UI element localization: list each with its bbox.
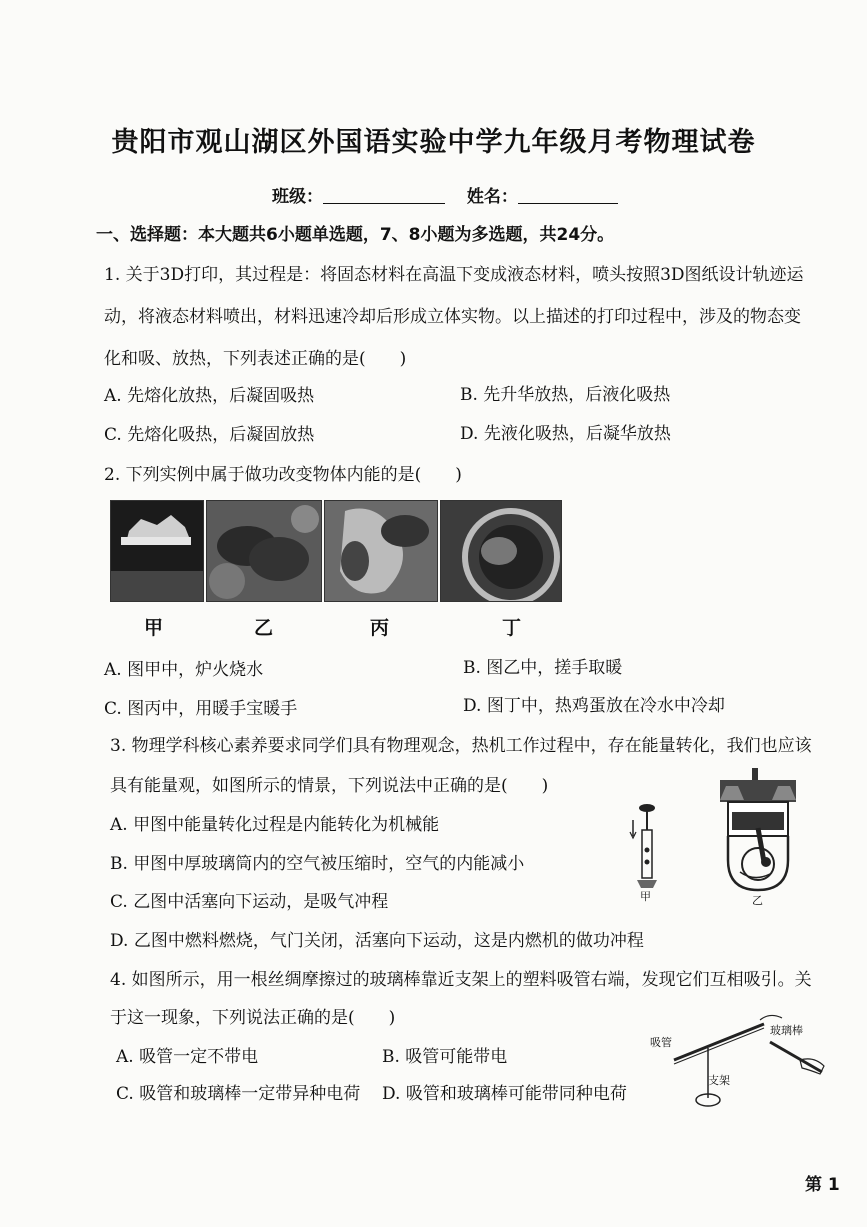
q3-option-d: D. 乙图中燃料燃烧，气门关闭，活塞向下运动，这是内燃机的做功冲程 (110, 931, 644, 951)
q2-caption-bing: 丙 (370, 617, 390, 639)
q3-fig-label-yi: 乙 (752, 894, 763, 907)
straw-rod-figure (660, 1012, 830, 1112)
photo-jia (110, 500, 204, 602)
exam-title: 贵阳市观山湖区外国语实验中学九年级月考物理试卷 (111, 127, 756, 158)
page-number: 第 1 (805, 1175, 840, 1195)
q3-option-a: A. 甲图中能量转化过程是内能转化为机械能 (110, 815, 440, 835)
q2-stem: 2. 下列实例中属于做功改变物体内能的是( ) (104, 465, 462, 485)
q3-fig-label-jia: 甲 (640, 890, 651, 903)
name-label: 姓名： (466, 187, 518, 207)
q1-line-3: 化和吸、放热，下列表述正确的是( ) (104, 349, 407, 369)
q1-line-2: 动，将液态材料喷出，材料迅速冷却后形成立体实物。以上描述的打印过程中，涉及的物态变 (104, 307, 801, 327)
q1-option-c: C. 先熔化吸热，后凝固放热 (104, 425, 315, 445)
q3-option-c: C. 乙图中活塞向下运动，是吸气冲程 (110, 892, 389, 912)
photo-bing (324, 500, 438, 602)
q4-option-a: A. 吸管一定不带电 (116, 1047, 259, 1067)
q3-line-1: 3. 物理学科核心素养要求同学们具有物理观念，热机工作过程中，存在能量转化，我们也应该 (110, 736, 812, 756)
compression-cylinder-figure (625, 800, 675, 892)
q1-line-1: 1. 关于3D打印，其过程是：将固态材料在高温下变成液态材料，喷头按照3D图纸设计轨迹运 (104, 265, 804, 285)
q3-option-b: B. 甲图中厚玻璃筒内的空气被压缩时，空气的内能减小 (110, 854, 525, 874)
q2-option-a: A. 图甲中，炉火烧水 (104, 660, 264, 680)
q2-option-d: D. 图丁中，热鸡蛋放在冷水中冷却 (463, 696, 725, 716)
class-blank (323, 187, 445, 204)
q4-option-b: B. 吸管可能带电 (382, 1047, 508, 1067)
q4-option-d: D. 吸管和玻璃棒可能带同种电荷 (382, 1084, 627, 1104)
photo-ding (440, 500, 562, 602)
q1-option-b: B. 先升华放热，后液化吸热 (460, 385, 671, 405)
section-heading: 一、选择题：本大题共6小题单选题，7、8小题为多选题，共24分。 (96, 225, 615, 245)
class-name-row (272, 182, 618, 207)
class-label: 班级： (272, 187, 323, 207)
q2-caption-yi: 乙 (254, 617, 274, 639)
q2-option-b: B. 图乙中，搓手取暖 (463, 658, 623, 678)
engine-cylinder-figure (712, 766, 804, 896)
q1-option-a: A. 先熔化放热，后凝固吸热 (104, 386, 315, 406)
photo-yi (206, 500, 322, 602)
q1-option-d: D. 先液化吸热，后凝华放热 (460, 424, 671, 444)
q4-label-stand: 支架 (708, 1074, 730, 1087)
name-blank (518, 187, 618, 204)
q3-line-2: 具有能量观，如图所示的情景，下列说法中正确的是( ) (110, 776, 549, 796)
q2-caption-jia: 甲 (144, 617, 164, 639)
q4-label-straw: 吸管 (650, 1036, 672, 1049)
q4-line-1: 4. 如图所示，用一根丝绸摩擦过的玻璃棒靠近支架上的塑料吸管右端，发现它们互相吸引。关 (110, 970, 812, 990)
q4-option-c: C. 吸管和玻璃棒一定带异种电荷 (116, 1084, 361, 1104)
q2-option-c: C. 图丙中，用暖手宝暖手 (104, 699, 298, 719)
q4-line-2: 于这一现象，下列说法正确的是( ) (110, 1008, 396, 1028)
q2-caption-ding: 丁 (502, 617, 522, 639)
q4-label-rod: 玻璃棒 (770, 1024, 803, 1037)
